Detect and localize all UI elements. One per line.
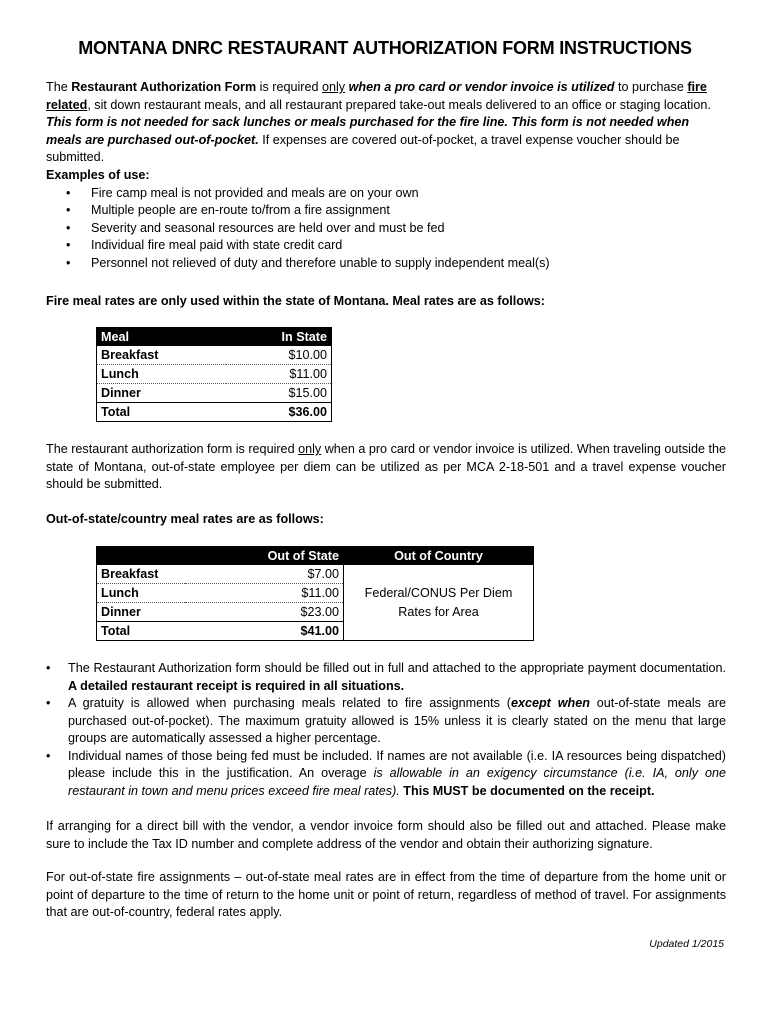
rule-text: Individual names of those being fed must be included. If names are not available (i.e. IA resources being dispatched) please include this in the justification. An overage <box>68 748 726 780</box>
rule-italic: is allowable in an exigency circumstance (i.e. IA, only one restaurant in town and menu prices exceed fire meal rates). <box>68 766 726 798</box>
list-item: • Individual fire meal paid with state credit card <box>46 237 726 255</box>
rules-section <box>46 660 726 800</box>
country-note-line: Rates for Area <box>398 604 479 619</box>
direct-bill-paragraph: If arranging for a direct bill with the vendor, a vendor invoice form should also be filled out and attached. Please make sure to include the Tax ID number and complete address of the vendor and obtain their authorizing signature. <box>46 819 726 851</box>
total-label: Total <box>97 403 226 422</box>
intro-paragraph <box>46 79 726 167</box>
condition-emphasis: when a pro card or vendor invoice is utilized <box>348 80 615 94</box>
only-emphasis: only <box>298 442 322 456</box>
list-item <box>46 660 726 695</box>
table-total-row <box>97 403 332 422</box>
intro-text: The <box>46 80 72 94</box>
table-header: In State <box>226 328 332 347</box>
examples-heading: Examples of use: <box>46 168 150 182</box>
rule-text: out-of-state meals are purchased out-of-pocket). The maximum gratuity allowed is 15% unless it is clearly stated on the menu that large groups are automatically assessed a higher percentage. <box>68 696 726 745</box>
table-row <box>97 565 534 584</box>
list-item <box>46 695 726 748</box>
list-item: • Severity and seasonal resources are held over and must be fed <box>46 220 726 238</box>
table-row <box>97 384 332 403</box>
intro-text: to purchase <box>614 80 688 94</box>
meal-rate: $23.00 <box>300 605 339 619</box>
form-name: Restaurant Authorization Form <box>71 80 257 94</box>
paragraph-text: The restaurant authorization form is required <box>46 442 299 456</box>
rule-emphasis: except when <box>510 696 590 710</box>
meal-rate: $10.00 <box>226 346 332 365</box>
intro-text: , sit down restaurant meals, and all restaurant prepared take-out meals delivered to an office or staging location. <box>87 97 711 112</box>
intro-text: If expenses are covered out-of-pocket, a travel expense voucher should be submitted. <box>46 132 680 164</box>
list-item <box>46 748 726 801</box>
meal-label: Lunch <box>97 584 186 603</box>
rules-list <box>46 660 726 800</box>
meal-rate: $11.00 <box>185 584 344 603</box>
only-emphasis: only <box>321 80 346 94</box>
meal-label: Dinner <box>101 605 141 619</box>
updated-date: Updated 1/2015 <box>649 938 724 950</box>
meal-label: Breakfast <box>97 565 186 584</box>
table-header: Out of Country <box>344 547 534 566</box>
table-row <box>97 346 332 365</box>
intro-text: is required <box>256 80 322 94</box>
table-header <box>97 547 186 566</box>
total-rate: $41.00 <box>185 622 344 641</box>
examples-list <box>46 185 726 273</box>
out-of-state-assignment-paragraph: For out-of-state fire assignments – out-of-state meal rates are in effect from the time of departure from the home unit or point of departure to the time of return to the home unit or point of return, regardless of method of travel. For assignments that are out-of-country, federal rates apply. <box>46 870 726 919</box>
meal-label: Breakfast <box>97 346 226 365</box>
page-title: MONTANA DNRC RESTAURANT AUTHORIZATION FORM INSTRUCTIONS <box>78 38 692 58</box>
meal-rate: $15.00 <box>288 386 327 400</box>
country-note-line: Federal/CONUS Per Diem <box>364 585 513 600</box>
meal-rate: $7.00 <box>185 565 344 584</box>
list-item: • Multiple people are en-route to/from a fire assignment <box>46 202 726 220</box>
rule-text: The Restaurant Authorization form should be filled out in full and attached to the appropriate payment documentation. <box>68 661 726 675</box>
total-rate: $36.00 <box>226 403 332 422</box>
meal-rate: $11.00 <box>226 365 332 384</box>
table-header: Out of State <box>185 547 344 566</box>
not-needed-note: This form is not needed for sack lunches or meals purchased for the fire line. This form is not needed when meals are purchased out-of-pocket. <box>46 115 690 147</box>
out-of-country-note <box>344 565 534 641</box>
paragraph-text: when a pro card or vendor invoice is utilized. When traveling outside the state of Montana, out-of-state employee per diem can be utilized as per MCA 2-18-501 and a travel expense voucher should be submitted. <box>46 442 727 491</box>
table-header: Meal <box>97 328 226 347</box>
list-item: • Fire camp meal is not provided and meals are on your own <box>46 185 726 203</box>
meal-label: Lunch <box>97 365 226 384</box>
out-state-heading: Out-of-state/country meal rates are as follows: <box>46 512 324 526</box>
list-item: • Personnel not relieved of duty and therefore unable to supply independent meal(s) <box>46 255 726 273</box>
table-row <box>97 365 332 384</box>
examples-section <box>46 167 726 272</box>
rule-emphasis: This MUST be documented on the receipt. <box>399 783 655 798</box>
rule-emphasis: A detailed restaurant receipt is required in all situations. <box>68 678 405 693</box>
fire-related-emphasis: fire related <box>46 80 707 112</box>
in-state-heading: Fire meal rates are only used within the state of Montana. Meal rates are as follows: <box>46 294 545 308</box>
meal-label: Dinner <box>101 386 141 400</box>
out-state-rates-table <box>96 546 534 641</box>
total-label: Total <box>97 622 186 641</box>
required-paragraph <box>46 441 726 494</box>
rule-text: A gratuity is allowed when purchasing meals related to fire assignments ( <box>68 696 511 710</box>
in-state-rates-table <box>96 327 332 422</box>
